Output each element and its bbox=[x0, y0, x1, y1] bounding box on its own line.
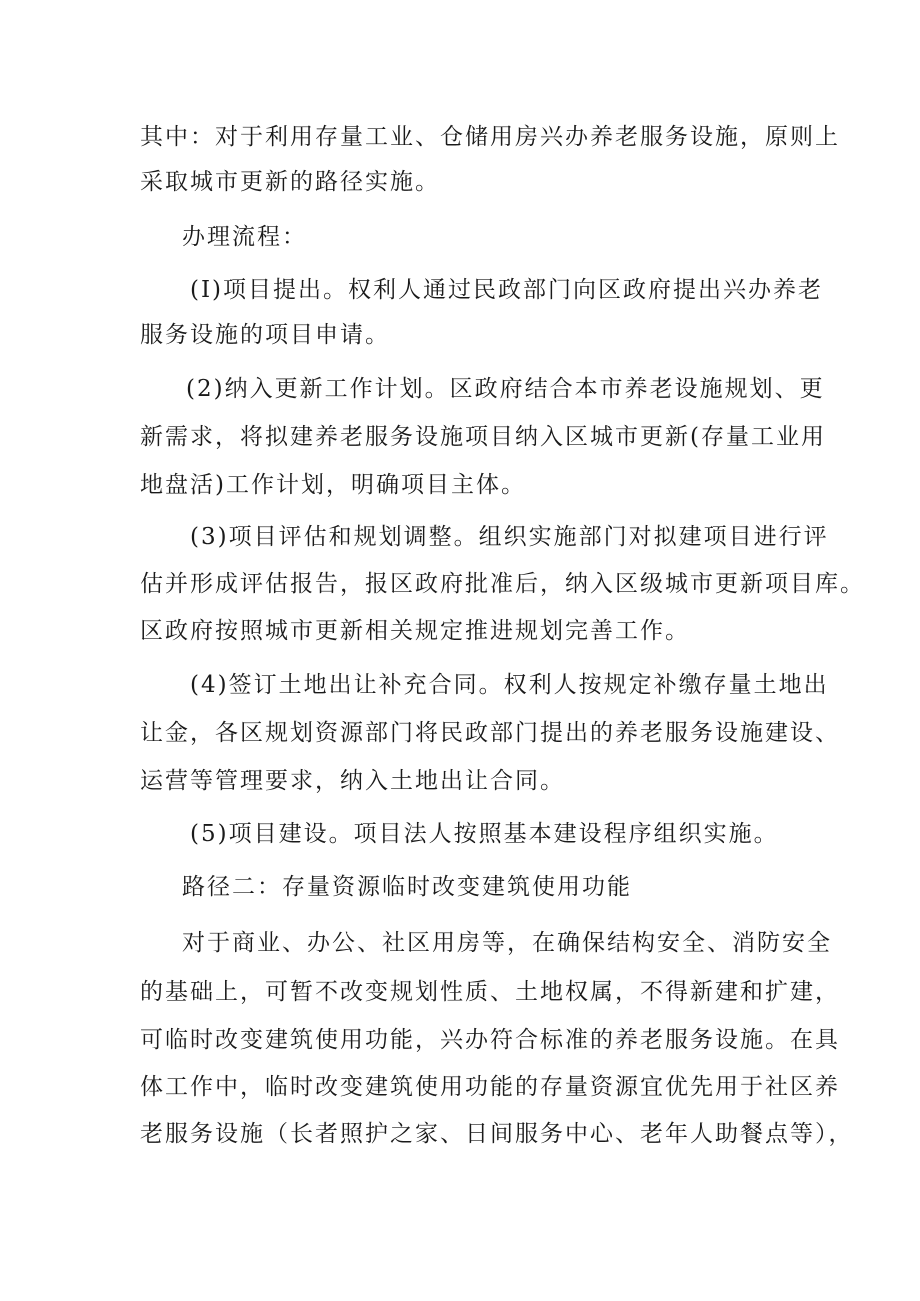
step-4-line-1: (4)签订土地出让补充合同。权利人按规定补缴存量土地出 bbox=[190, 672, 829, 698]
step-2-line-3: 地盘活)工作计划，明确项目主体。 bbox=[140, 472, 526, 498]
step-4-line-2: 让金，各区规划资源部门将民政部门提出的养老服务设施建设、 bbox=[140, 720, 840, 746]
process-heading: 办理流程： bbox=[182, 224, 307, 250]
step-5-line-1: (5)项目建设。项目法人按照基本建设程序组织实施。 bbox=[190, 821, 779, 847]
step-1-line-1: (I)项目提出。权利人通过民政部门向区政府提出兴办养老 bbox=[190, 277, 824, 303]
path-two-body-line-4: 体工作中，临时改变建筑使用功能的存量资源宜优先用于社区养 bbox=[140, 1074, 840, 1100]
step-4-line-3: 运营等管理要求，纳入土地出让合同。 bbox=[140, 768, 565, 794]
intro-note-line-1: 其中：对于利用存量工业、仓储用房兴办养老服务设施，原则上 bbox=[140, 124, 840, 150]
step-3-line-2: 估并形成评估报告，报区政府批准后，纳入区级城市更新项目库。 bbox=[140, 571, 865, 597]
step-2-line-2: 新需求，将拟建养老服务设施项目纳入区城市更新(存量工业用 bbox=[140, 424, 826, 450]
intro-note-line-2: 采取城市更新的路径实施。 bbox=[140, 169, 440, 195]
step-3-line-3: 区政府按照城市更新相关规定推进规划完善工作。 bbox=[140, 618, 690, 644]
path-two-body-line-2: 的基础上，可暂不改变规划性质、土地权属，不得新建和扩建， bbox=[140, 979, 840, 1005]
step-2-line-1: (2)纳入更新工作计划。区政府结合本市养老设施规划、更 bbox=[186, 376, 825, 402]
path-two-body-line-1: 对于商业、办公、社区用房等，在确保结构安全、消防安全 bbox=[182, 930, 832, 956]
path-two-body-line-3: 可临时改变建筑使用功能，兴办符合标准的养老服务设施。在具 bbox=[140, 1027, 840, 1053]
step-1-line-2: 服务设施的项目申请。 bbox=[140, 322, 390, 348]
path-two-heading: 路径二：存量资源临时改变建筑使用功能 bbox=[182, 874, 632, 900]
step-3-line-1: (3)项目评估和规划调整。组织实施部门对拟建项目进行评 bbox=[190, 524, 829, 550]
path-two-body-line-5: 老服务设施（长者照护之家、日间服务中心、老年人助餐点等）， bbox=[140, 1121, 854, 1147]
